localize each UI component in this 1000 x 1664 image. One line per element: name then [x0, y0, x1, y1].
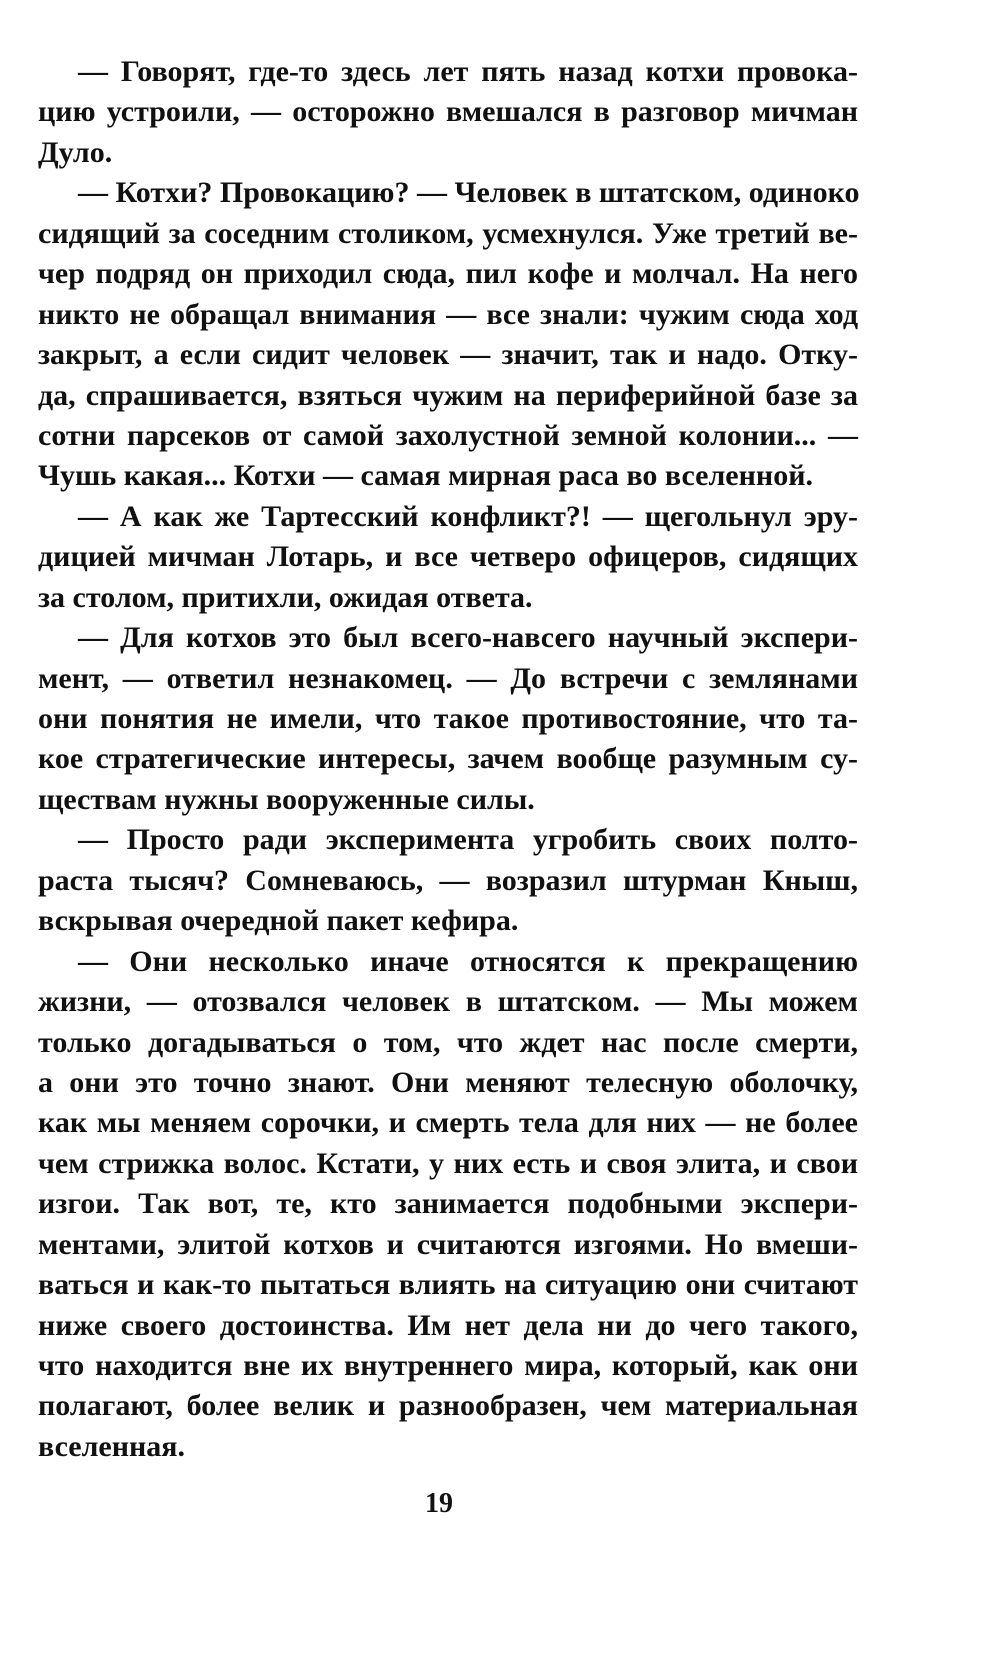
text-line: мент, — ответил незнакомец. — До встречи с землянами [38, 661, 858, 695]
text-line: они понятия не имели, что такое противостояние, что та- [38, 702, 858, 735]
text-line: полагают, более велик и разнообразен, чем материальная [38, 1389, 858, 1423]
text-line: дицией мичман Лотарь, и все четверо офицеров, сидящих [38, 540, 858, 574]
text-line: сотни парсеков от самой захолустной земной колонии... — [38, 418, 858, 452]
text-line: закрыт, а если сидит человек — значит, так и надо. Отку- [38, 338, 858, 372]
text-line: вселенная. [38, 1429, 186, 1463]
text-line: да, спрашивается, взяться чужим на периферийной базе за [38, 378, 858, 412]
text-line: за столом, притихли, ожидая ответа. [38, 580, 533, 614]
text-line: кое стратегические интересы, зачем вообще разумным су- [38, 742, 858, 776]
text-line: никто не обращал внимания — все знали: чужим сюда ход [38, 297, 858, 331]
text-line: — Для котхов это был всего-навсего научный экспери- [78, 621, 858, 655]
text-line: а они это точно знают. Они меняют телесную оболочку, [38, 1065, 858, 1099]
text-line: ваться и как-то пытаться влиять на ситуацию они считают [38, 1268, 858, 1302]
text-line: — Они несколько иначе относятся к прекращению [78, 944, 858, 978]
text-line: что находится вне их внутреннего мира, который, как они [38, 1349, 858, 1382]
text-line: чем стрижка волос. Кстати, у них есть и своя элита, и свои [38, 1146, 858, 1180]
text-line: вскрывая очередной пакет кефира. [38, 904, 519, 938]
text-line: сидящий за соседним столиком, усмехнулся. Уже третий ве- [38, 216, 858, 250]
text-line: — Говорят, где-то здесь лет пять назад котхи провока- [78, 55, 858, 88]
text-line: изгои. Так вот, те, кто занимается подобными экспери- [38, 1187, 858, 1221]
text-line: цию устроили, — осторожно вмешался в разговор мичман [38, 95, 858, 129]
text-line: ниже своего достоинства. Им нет дела ни до чего такого, [38, 1308, 858, 1342]
text-line: раста тысяч? Сомневаюсь, — возразил штурман Кныш, [38, 863, 858, 897]
text-line: — Котхи? Провокацию? — Человек в штатском, одиноко [78, 176, 860, 210]
text-line: ментами, элитой котхов и считаются изгоями. Но вмеши- [38, 1227, 858, 1261]
page-number: 19 [425, 1488, 453, 1519]
text-line: — А как же Тартесский конфликт?! — щегольнул эру- [78, 499, 858, 533]
text-line: как мы меняем сорочки, и смерть тела для них — не более [38, 1106, 858, 1140]
text-line: жизни, — отозвался человек в штатском. — Мы можем [38, 985, 858, 1019]
text-line: Чушь какая... Котхи — самая мирная раса во вселенной. [38, 459, 813, 493]
text-line: Дуло. [38, 135, 113, 169]
text-line: чер подряд он приходил сюда, пил кофе и молчал. На него [38, 257, 858, 291]
text-line: ществам нужны вооруженные силы. [38, 782, 535, 816]
text-line: — Просто ради эксперимента угробить своих полто- [78, 823, 858, 857]
text-line: только догадываться о том, что ждет нас после смерти, [38, 1025, 858, 1059]
body-text [38, 52, 858, 1467]
